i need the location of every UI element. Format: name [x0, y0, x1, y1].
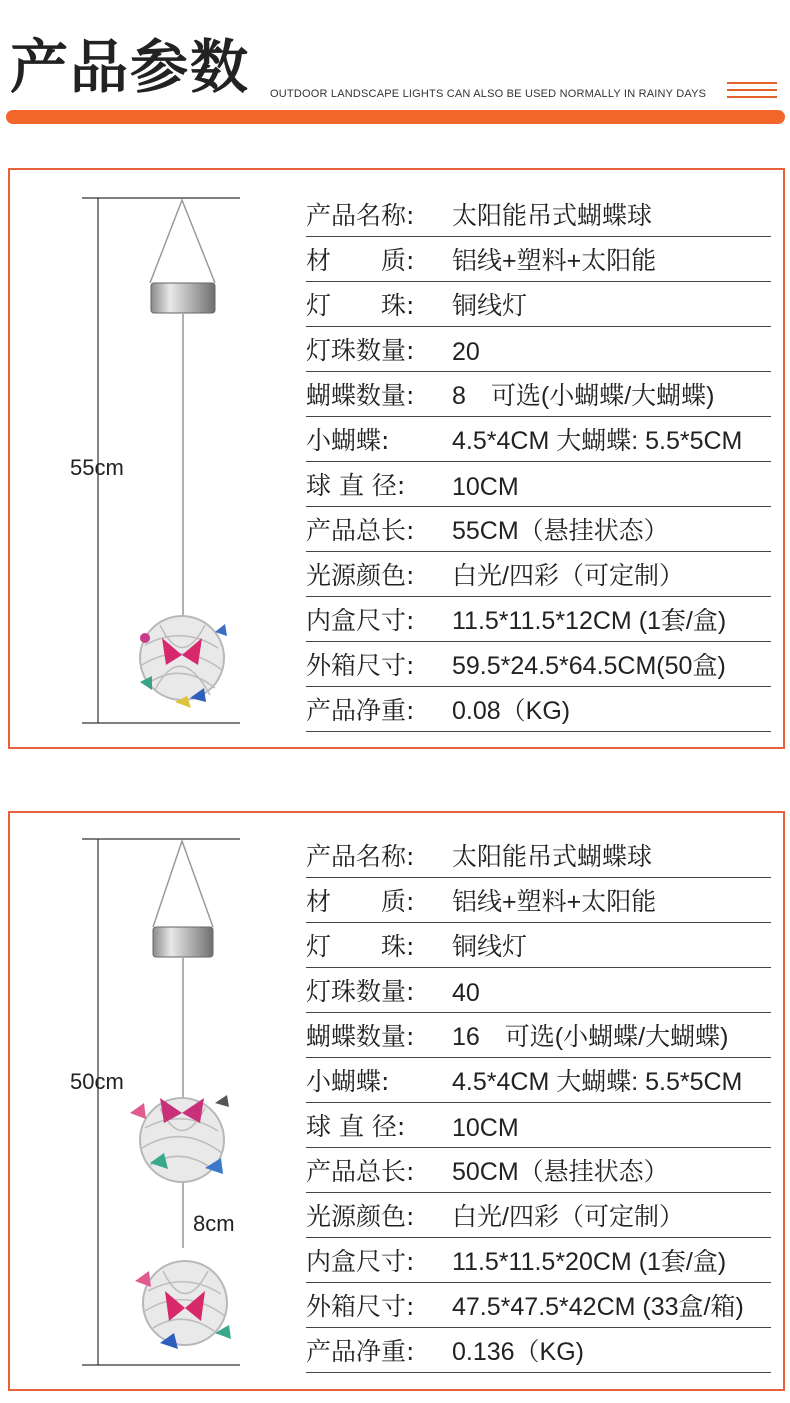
spec-row	[306, 833, 771, 878]
spec-value: 铝线+塑料+太阳能	[452, 247, 657, 275]
spec-label: 材 质:	[306, 887, 415, 916]
spec-value: 太阳能吊式蝴蝶球	[452, 202, 653, 230]
spec-label: 灯 珠:	[306, 932, 415, 961]
spec-row	[306, 327, 771, 372]
spec-row	[306, 1013, 771, 1058]
spec-label: 球 直 径:	[306, 471, 406, 500]
spec-row	[306, 417, 771, 462]
spec-row	[306, 1328, 771, 1373]
spec-value: 8 可选(小蝴蝶/大蝴蝶)	[452, 382, 715, 410]
spec-label: 灯 珠:	[306, 291, 415, 320]
spec-row	[306, 1148, 771, 1193]
height-label: 55cm	[70, 455, 124, 480]
spec-row	[306, 1238, 771, 1283]
spec-value: 47.5*47.5*42CM (33盒/箱)	[452, 1293, 744, 1321]
product-card-2	[8, 811, 785, 1391]
spec-row	[306, 687, 771, 732]
spec-value: 40	[452, 979, 480, 1007]
spec-label: 小蝴蝶:	[306, 1067, 390, 1096]
product-card-1	[8, 168, 785, 749]
spec-value: 白光/四彩（可定制）	[452, 562, 684, 590]
spec-value: 白光/四彩（可定制）	[452, 1203, 684, 1231]
spec-label: 产品总长:	[306, 516, 415, 545]
spec-label: 材 质:	[306, 246, 415, 275]
spec-value: 0.136（KG)	[452, 1338, 585, 1366]
hanger-icon	[153, 841, 213, 927]
spec-label: 小蝴蝶:	[306, 426, 390, 455]
butterfly-ball-icon	[140, 616, 227, 708]
spec-label: 球 直 径:	[306, 1112, 406, 1141]
spec-value: 太阳能吊式蝴蝶球	[452, 843, 653, 871]
spec-value: 20	[452, 338, 480, 366]
spec-row	[306, 1103, 771, 1148]
hanger-icon	[150, 200, 215, 283]
spec-row	[306, 372, 771, 417]
spec-label: 产品净重:	[306, 696, 415, 725]
spec-value: 铝线+塑料+太阳能	[452, 888, 657, 916]
spec-value: 16 可选(小蝴蝶/大蝴蝶)	[452, 1023, 729, 1051]
spec-row	[306, 878, 771, 923]
spec-value: 11.5*11.5*20CM (1套/盒)	[452, 1248, 727, 1276]
product-1-illustration	[10, 170, 300, 747]
spec-row	[306, 1283, 771, 1328]
spec-label: 产品名称:	[306, 201, 415, 230]
solar-cap-icon	[153, 927, 213, 957]
spec-label: 灯珠数量:	[306, 977, 415, 1006]
spec-value: 10CM	[452, 1114, 519, 1142]
spec-row	[306, 642, 771, 687]
decorative-lines	[727, 82, 777, 103]
spec-value: 铜线灯	[452, 292, 528, 320]
spec-label: 内盒尺寸:	[306, 1247, 415, 1276]
butterfly-ball-icon	[130, 1095, 229, 1182]
spec-value: 0.08（KG)	[452, 697, 571, 725]
spec-value: 4.5*4CM 大蝴蝶: 5.5*5CM	[452, 427, 743, 455]
spec-label: 蝴蝶数量:	[306, 381, 415, 410]
spec-row	[306, 192, 771, 237]
page-title: 产品参数	[10, 33, 251, 101]
spec-table	[306, 192, 771, 732]
height-label: 50cm	[70, 1069, 124, 1094]
spec-row	[306, 597, 771, 642]
spec-row	[306, 923, 771, 968]
spec-value: 10CM	[452, 473, 519, 501]
spec-value: 55CM（悬挂状态）	[452, 517, 669, 545]
spec-row	[306, 282, 771, 327]
spec-label: 外箱尺寸:	[306, 651, 415, 680]
spec-label: 产品净重:	[306, 1337, 415, 1366]
spec-row	[306, 237, 771, 282]
spec-label: 内盒尺寸:	[306, 606, 415, 635]
product-2-illustration	[10, 813, 300, 1389]
spec-row	[306, 968, 771, 1013]
spec-row	[306, 1058, 771, 1103]
spec-label: 光源颜色:	[306, 1202, 415, 1231]
spec-row	[306, 1193, 771, 1238]
spec-row	[306, 507, 771, 552]
spec-label: 产品名称:	[306, 842, 415, 871]
spec-value: 59.5*24.5*64.5CM(50盒)	[452, 652, 726, 680]
butterfly-ball-icon	[135, 1261, 231, 1349]
spec-row	[306, 462, 771, 507]
spec-label: 光源颜色:	[306, 561, 415, 590]
solar-cap-icon	[151, 283, 215, 313]
spec-label: 灯珠数量:	[306, 336, 415, 365]
spec-value: 11.5*11.5*12CM (1套/盒)	[452, 607, 727, 635]
spec-value: 50CM（悬挂状态）	[452, 1158, 669, 1186]
spec-label: 蝴蝶数量:	[306, 1022, 415, 1051]
spec-table	[306, 833, 771, 1373]
spec-label: 产品总长:	[306, 1157, 415, 1186]
spec-row	[306, 552, 771, 597]
gap-label: 8cm	[193, 1211, 235, 1236]
page-subtitle: OUTDOOR LANDSCAPE LIGHTS CAN ALSO BE USED NORMALLY IN RAINY DAYS	[270, 88, 707, 100]
header-orange-bar	[6, 110, 785, 124]
spec-label: 外箱尺寸:	[306, 1292, 415, 1321]
spec-value: 4.5*4CM 大蝴蝶: 5.5*5CM	[452, 1068, 743, 1096]
spec-value: 铜线灯	[452, 933, 528, 961]
